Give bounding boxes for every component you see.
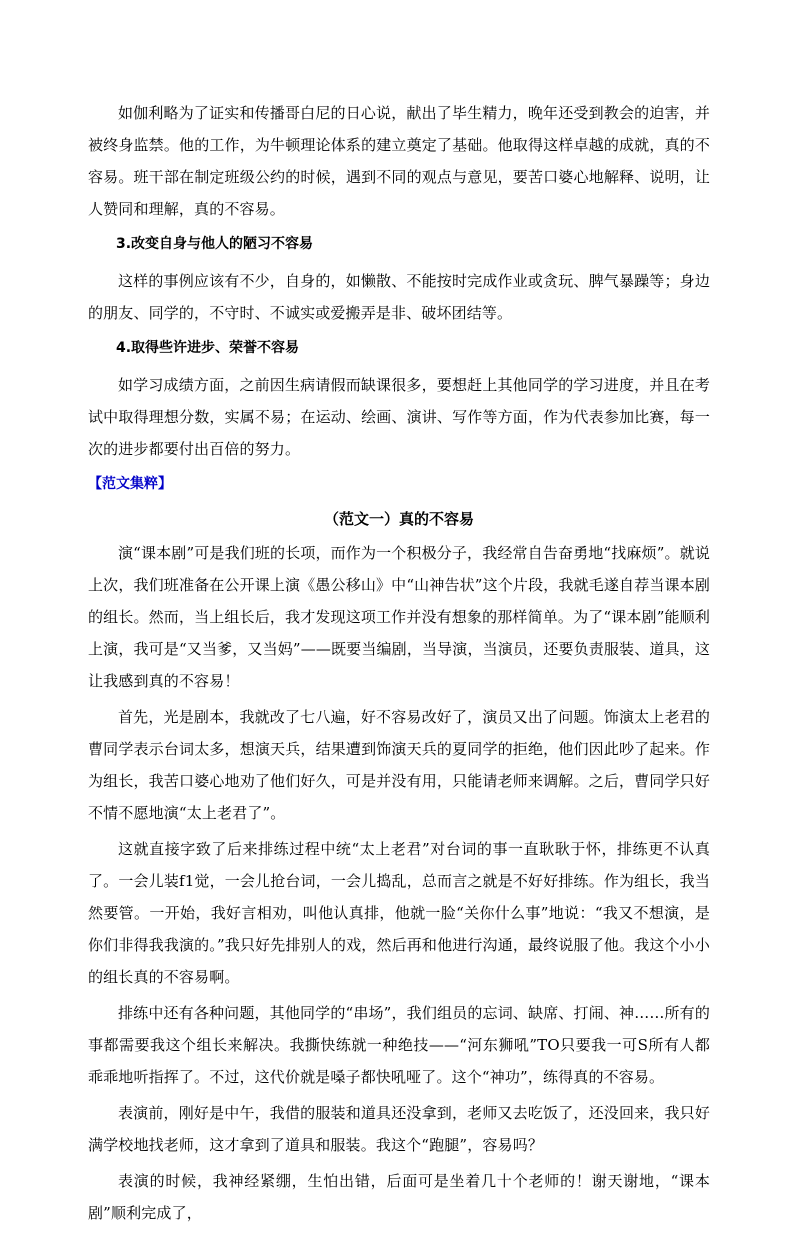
essay-paragraph: 这就直接字致了后来排练过程中统“太上老君”对台词的事一直耿耿于怀，排练更不认真了。一会儿装f1觉，一会儿抢台词，一会儿捣乱，总而言之就是不好好排练。作为组长，我当然要管。一开始，我好言相劝，叫他认真排，他就一脸“关你什么事”地说：“我又不想演，是你们非得我我演的。”我只好先排别人的戏，然后再和他进行沟通，最终说服了他。我这个小小的组长真的不容易啊。 (88, 840, 710, 986)
essay-paragraph: 演“课本剧”可是我们班的长项，而作为一个积极分子，我经常自告奋勇地“找麻烦”。就说上次，我们班准备在公开课上演《愚公移山》中“山神告状”这个片段，我就毛遂自荐当课本剧的组长。然而，当上组长后，我才发现这项工作并没有想象的那样简单。为了“课本剧”能顺利上演，我可是“又当爹，又当妈”——既要当编剧，当导演，当演员，还要负责服装、道具，这让我感到真的不容易！ (88, 544, 710, 690)
point-text-3: 这样的事例应该有不少，自身的，如懒散、不能按时完成作业或贪玩、脾气暴躁等；身边的朋友、同学的，不守时、不诚实或爱搬弄是非、破坏团结等。 (88, 272, 710, 322)
point-text-4: 如学习成绩方面，之前因生病请假而缺课很多，要想赶上其他同学的学习进度，并且在考试中取得理想分数，实属不易；在运动、绘画、演讲、写作等方面，作为代表参加比赛，每一次的进步都要付出百倍的努力。 (88, 376, 710, 458)
essay-paragraph: 表演前，刚好是中午，我借的服装和道具还没拿到，老师又去吃饭了，还没回来，我只好满学校地找老师，这才拿到了道具和服装。我这个“跑腿”，容易吗？ (88, 1104, 710, 1154)
intro-paragraph: 如伽利略为了证实和传播哥白尼的日心说，献出了毕生精力，晚年还受到教会的迫害，并被终身监禁。他的工作，为牛顿理论体系的建立奠定了基础。他取得这样卓越的成就，真的不容易。班干部在制定班级公约的时候，遇到不同的观点与意见，要苦口婆心地解释、说明，让人赞同和理解，真的不容易。 (88, 104, 710, 218)
section-label: 【范文集粹】 (88, 476, 172, 492)
point-heading-4: 4.取得些许进步、荣誉不容易 (116, 340, 300, 356)
essay-paragraph: 表演的时候，我神经紧绷，生怕出错，后面可是坐着几十个老师的！谢天谢地，“课本剧”顺利完成了， (88, 1172, 710, 1222)
point-heading-3: 3.改变自身与他人的陋习不容易 (116, 236, 314, 252)
essay-title: （范文一）真的不容易 (323, 510, 474, 528)
document-body (88, 97, 710, 1233)
essay-paragraph: 排练中还有各种问题，其他同学的“串场”，我们组员的忘词、缺席、打闹、神……所有的事都需要我这个组长来解决。我撕快练就一种绝技——“河东狮吼”TO只要我一可S所有人都乖乖地听指挥了。不过，这代价就是嗓子都快吼哑了。这个“神功”，练得真的不容易。 (88, 1004, 710, 1086)
essay-paragraph: 首先，光是剧本，我就改了七八遍，好不容易改好了，演员又出了问题。饰演太上老君的曹同学表示台词太多，想演天兵，结果遭到饰演天兵的夏同学的拒绝，他们因此吵了起来。作为组长，我苦口婆心地劝了他们好久，可是并没有用，只能请老师来调解。之后，曹同学只好不情不愿地演“太上老君了”。 (88, 708, 710, 822)
